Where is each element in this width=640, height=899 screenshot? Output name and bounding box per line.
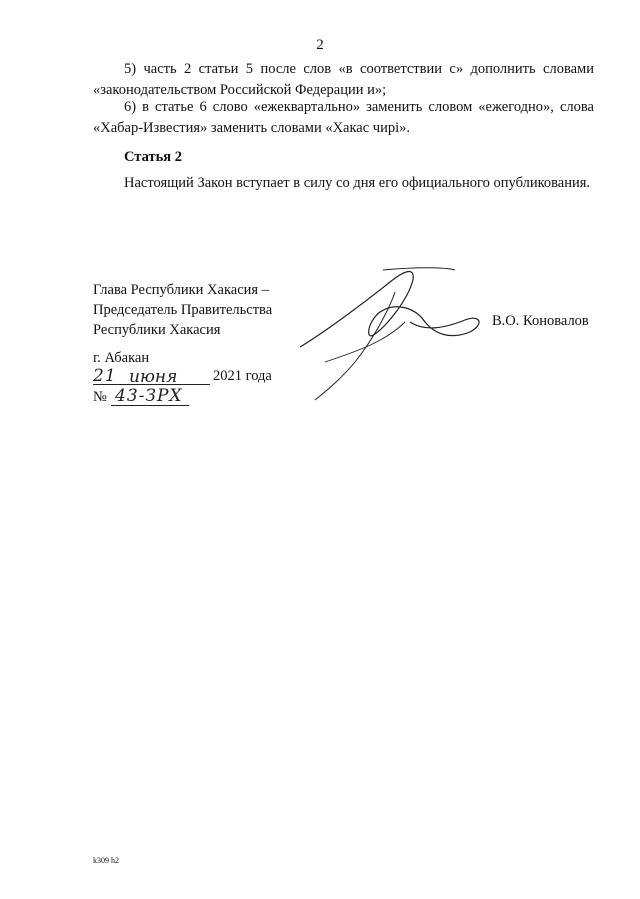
- page-number: 2: [316, 37, 324, 53]
- position-line-3: Республики Хакасия: [93, 322, 221, 338]
- date-year: 2021 года: [213, 368, 272, 384]
- place-of-signing: г. Абакан: [93, 350, 150, 366]
- signatory-name: В.О. Коновалов: [492, 313, 589, 329]
- article-title: Статья 2: [124, 149, 182, 165]
- position-line-1: Глава Республики Хакасия –: [93, 282, 269, 298]
- number-label: №: [93, 389, 107, 405]
- position-line-2: Председатель Правительства: [93, 302, 273, 318]
- item-5-line-2: «законодательством Российской Федерации и»;: [93, 82, 387, 98]
- handwritten-signature: [295, 262, 495, 402]
- date-underline: [93, 384, 210, 385]
- date-line: [93, 366, 293, 388]
- law-number: 43-ЗРХ: [115, 386, 183, 406]
- item-5-line-1: 5) часть 2 статьи 5 после слов «в соответствии с» дополнить словами: [124, 61, 594, 77]
- law-number-line: [93, 386, 203, 410]
- footer-code: k309 h2: [93, 856, 119, 865]
- item-6-line-1: 6) в статье 6 слово «ежеквартально» заменить словом «ежегодно», слова: [124, 99, 594, 115]
- date-month: июня: [129, 367, 178, 387]
- number-underline: [111, 405, 189, 406]
- article-text: Настоящий Закон вступает в силу со дня его официального опубликования.: [124, 175, 591, 191]
- item-6-line-2: «Хабар-Известия» заменить словами «Хакас чирі».: [93, 120, 411, 136]
- signatory-position: [93, 280, 272, 340]
- date-day: 21: [93, 366, 117, 386]
